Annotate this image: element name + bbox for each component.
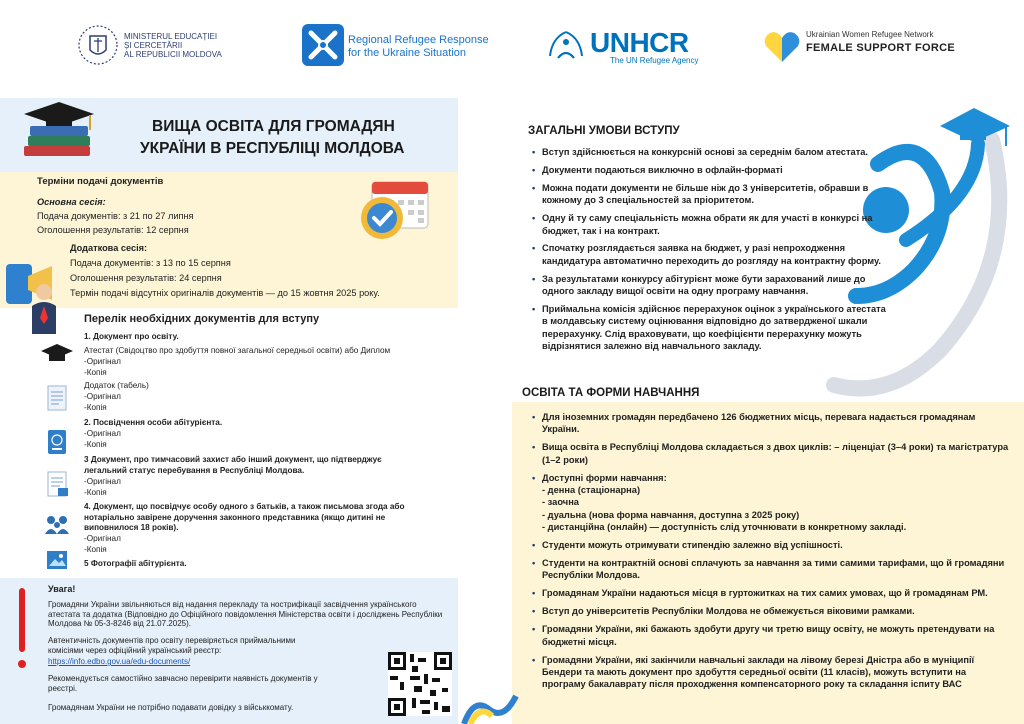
regional-line-2: for the Ukraine Situation [348,47,467,59]
coat-of-arms-icon [76,24,120,66]
main-submit-dates: Подача документів: з 21 по 27 липня [37,211,194,221]
bold-fragment: на конкурсній основі [638,147,735,157]
doc-3-original: -Оригінал [84,477,121,486]
doc-2-copy: -Копія [84,440,107,449]
doc-4-original: -Оригінал [84,534,121,543]
doc-1-add-original: -Оригінал [84,392,121,401]
doc-4-title: 4. Документ, що посвідчує особу одного з батьків, а також письмова згода або нотаріально завірене доручення законного представника (якщо дитині не виповнилося 18 років). [84,502,405,532]
text-fragment: Спочатку розглядається заявка на бюджет, у разі непроходження кандидатура автоматично переходить до розгляду на контрактну форму. [542,243,881,266]
text-fragment: Можна подати документи [542,182,663,193]
megaphone-person-icon [0,262,68,336]
bold-fragment: до 3 спеціальностей за пріоритетом [584,195,752,206]
general-condition-item [542,146,894,158]
general-conditions-list [528,146,894,358]
text-fragment: Вступ до університетів Республіки Молдова не обмежується віковими рамками. [542,606,915,617]
doc-2-original: -Оригінал [84,429,121,438]
calendar-check-icon [356,172,434,242]
documents-title: Перелік необхідних документів для вступу [84,313,320,325]
bold-fragment: можуть вступити на програму бакалаврату після проходження компенсаторного року та складання іспиту ВАС [542,666,967,690]
document-form-icon [46,470,70,498]
general-condition-item [542,182,894,207]
forms-list [528,411,1012,696]
forms-item [542,441,1012,466]
unhcr-emblem-icon [546,28,586,64]
fsf-text: FEMALE SUPPORT FORCE [806,42,956,54]
text-fragment: сплачують за навчання [688,558,803,569]
text-fragment: залежно від успішності. [730,540,843,551]
doc-5-title: 5 Фотографії абітурієнта. [84,559,187,568]
general-condition-item [542,273,894,298]
text-fragment: . [805,286,809,297]
attention-title: Увага! [48,584,76,594]
doc-2-title: 2. Посвідчення особи абітурієнта. [84,418,223,427]
attention-p2: Автентичність документів про освіту перевіряється приймальними комісіями через офіційний український реєстр: [48,636,296,655]
attention-p1: Громадяни України звільняються від надання перекладу та нострифікації засвідчення українського атестата та додатка (Відповідно до Офіційного повідомлення Міністерства освіти і досліджень Республіки Молдова № 05-3-8246 від 21.07.2025). [48,600,443,629]
extra-results-date: Оголошення результатів: 24 серпня [70,273,222,283]
regional-line-1: Regional Refugee Response [348,34,489,46]
text-fragment: Вступ здійснюється [542,147,639,157]
text-fragment: Громадянам України [542,588,640,599]
doc-3-copy: -Копія [84,488,107,497]
books-graduation-cap-icon [20,100,98,166]
bold-fragment: на контрактній основі [587,558,689,569]
general-condition-item [542,242,894,267]
text-fragment: Одну й ту саму спеціальність можна обрати як для участі в конкурсі на бюджет, так і на контракт. [542,213,873,236]
text-fragment: Приймальна комісія здійснює перерахунок оцінок з українського атестата в молдавську систему оцінювання відповідно до затвердженої шкали перерахунку. Слід враховувати, що коефіцієнти перерахунку можуть відрізнятися залежно від навчального закладу. [542,304,886,352]
general-condition-item [542,164,894,176]
bold-fragment: стипендію [681,540,731,551]
study-form-item: - дистанційна (онлайн) — доступність слід уточнювати в конкретному закладі. [542,522,907,533]
bold-fragment: надаються місця в гуртожитках [639,588,786,599]
doc-1-title: 1. Документ про освіту. [84,332,179,341]
regional-response-logo [302,24,492,66]
forms-item [542,539,1012,551]
text-fragment: Студенти можуть отримувати [542,540,682,551]
text-fragment: за середнім балом атестата. [734,147,869,157]
attention-p4: Громадянам України не потрібно подавати довідку з військкомату. [48,703,294,712]
doc-1-body: Атестат (Свідоцтво про здобуття повної загальної середньої освіти) або Диплом [84,346,391,355]
attention-p3: Рекомендується самостійно завчасно перевірити наявність документів у реєстрі. [48,674,318,693]
general-condition-item [542,303,894,353]
report-card-icon [46,384,68,412]
doc-1-copy: -Копія [84,368,107,377]
text-fragment: Студенти [542,558,588,569]
ministry-line-1: MINISTERUL EDUCAȚIEI [124,32,218,41]
bold-fragment: за тими самими тарифами [802,558,926,569]
ministry-line-3: AL REPUBLICII MOLDOVA [124,50,222,59]
bold-fragment: не більше ніж до 3 університетів [662,182,814,193]
doc-1-addendum: Додаток (табель) [84,381,149,390]
forms-item [542,557,1012,582]
forms-item [542,654,1012,691]
uwrn-text: Ukrainian Women Refugee Network [806,30,934,39]
originals-deadline: Термін подачі відсутніх оригіналів документів — до 15 жовтня 2025 року. [70,288,380,298]
passport-icon [46,428,68,456]
graduation-cap-icon [40,342,74,366]
text-fragment: , що й громадяни Республіки Молдова. [542,558,1005,581]
forms-item [542,411,1012,436]
forms-item [542,587,1012,599]
main-results-date: Оголошення результатів: 12 серпня [37,225,189,235]
text-fragment: Доступні форми навчання: [542,472,667,483]
heart-icon [762,28,802,64]
text-fragment: . [614,636,617,647]
bold-fragment: Для іноземних громадян передбачено 126 бюджетних місць, перевага надається громадянам України. [542,412,976,435]
main-session-label: Основна сесія: [37,197,106,207]
general-conditions-title: ЗАГАЛЬНІ УМОВИ ВСТУПУ [528,125,680,137]
ministry-line-2: ȘI CERCETĂRII [124,41,183,50]
forms-item [542,472,1012,534]
unhcr-logo [546,24,706,68]
regional-response-icon [302,24,344,66]
study-form-item: - дуальна (нова форма навчання, доступна з 2025 року) [542,509,800,520]
bold-fragment: виключно в офлайн-форматі [648,164,783,175]
ministry-logo [76,24,246,66]
photo-icon [46,550,68,570]
study-form-item: - денна (стаціонарна) [542,485,641,496]
registry-link[interactable]: https://info.edbo.gov.ua/edu-documents/ [48,657,191,666]
terms-title: Терміни подачі документів [37,176,164,187]
text-fragment: на тих самих умовах, що й громадянам РМ. [785,588,988,599]
unhcr-subtitle: The UN Refugee Agency [610,56,699,65]
text-fragment: , обравши в кожному [542,182,869,206]
text-fragment: Вища освіта в Республіці Молдова складається з двох циклів: – ліценціат (3–4 роки) та магістратура (1–2 роки) [542,442,1009,465]
text-fragment: Громадяни України, які бажають здобути другу чи третю вищу освіту, [542,624,867,635]
text-fragment: За результатами конкурсу абітурієнт може бути зарахований лише до [542,273,866,284]
doc-1-original: -Оригінал [84,357,121,366]
extra-session-label: Додаткова сесія: [70,243,148,253]
bold-fragment: одного закладу вищої освіти на одну програму навчання [542,286,806,297]
study-form-item: - заочна [542,497,579,508]
main-title-line-1: ВИЩА ОСВІТА ДЛЯ ГРОМАДЯН [152,118,395,135]
text-fragment: та мають документ про здобуття середньої освіти (11 класів), [581,666,874,677]
text-fragment: Документи подаються [542,164,649,175]
family-icon [44,514,70,536]
main-title-line-2: УКРАЇНИ В РЕСПУБЛІЦІ МОЛДОВА [140,140,405,157]
general-condition-item [542,212,894,237]
exclamation-icon [16,586,28,672]
unhcr-title: UNHCR [590,27,689,58]
bold-fragment: не можуть претендувати на бюджетні місця [542,624,995,647]
forms-item [542,623,1012,648]
doc-3-title: 3 Документ, про тимчасовий захист або інший документ, що підтверджує легальний статус перебування в Республіці Молдова. [84,455,382,475]
uwrn-logo [762,26,962,66]
doc-1-add-copy: -Копія [84,403,107,412]
ukraine-ribbon-icon [460,690,520,724]
qr-code[interactable] [388,652,452,716]
extra-submit-dates: Подача документів: з 13 по 15 серпня [70,258,231,268]
text-fragment: Громадяни України, які закінчили навчальні заклади [542,654,788,665]
forms-title: ОСВІТА ТА ФОРМИ НАВЧАННЯ [522,387,700,399]
bold-fragment: на лівому березі Дністра або в муніципії Бендери [542,654,975,677]
doc-4-copy: -Копія [84,545,107,554]
text-fragment: . [751,195,754,206]
forms-item [542,605,1012,617]
